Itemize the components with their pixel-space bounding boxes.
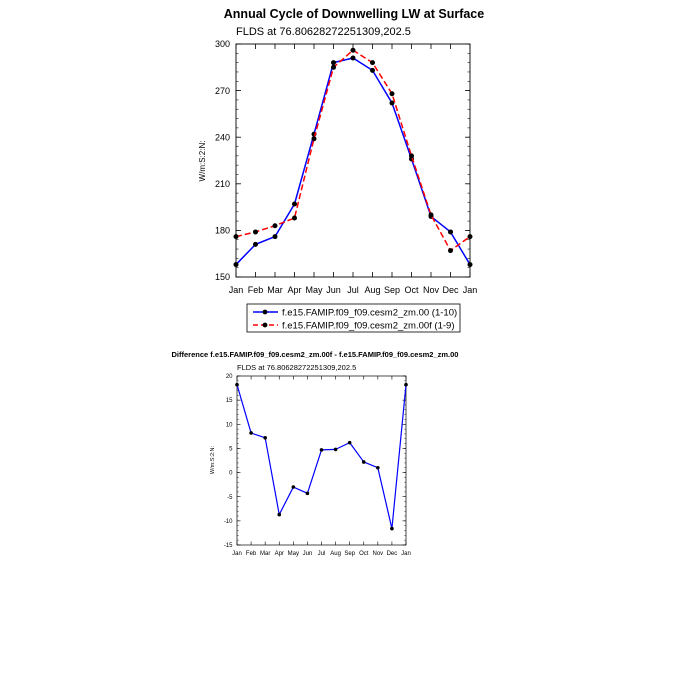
chart1-series-line-1 xyxy=(236,50,470,250)
chart2-series-0-point xyxy=(263,436,267,440)
chart2-xtick-label: Aug xyxy=(330,551,341,557)
chart2-xtick-label: Apr xyxy=(274,551,284,557)
chart2-series-0-point xyxy=(348,441,352,445)
chart1-ytick-label: 270 xyxy=(214,85,230,96)
chart1-series-1-point xyxy=(234,234,239,239)
chart2-series-0-point xyxy=(249,431,253,435)
chart2-xtick-label: Jan xyxy=(232,551,242,557)
chart1-xtick-label: Apr xyxy=(287,285,302,295)
chart1-xtick-label: Jun xyxy=(326,285,341,295)
chart1-xtick-label: Oct xyxy=(404,285,419,295)
chart2-series-0-point xyxy=(277,513,281,517)
chart1-plot-frame xyxy=(236,44,470,277)
chart2-title: Difference f.e15.FAMIP.f09_f09.cesm2_zm.00f - f.e15.FAMIP.f09_f09.cesm2_zm.00 xyxy=(171,350,459,359)
chart2-xtick-label: Mar xyxy=(259,551,271,557)
chart2-xtick-label: May xyxy=(287,551,300,557)
chart1-series-0-point xyxy=(351,55,356,60)
legend-label-red: f.e15.FAMIP.f09_f09.cesm2_zm.00f (1-9) xyxy=(282,320,455,332)
chart2-ylabel: W/m:S:2:N: xyxy=(210,445,216,475)
chart2-series-0-point xyxy=(334,448,338,452)
chart2-xtick-label: Sep xyxy=(344,551,356,557)
chart1-subtitle: FLDS at 76.80628272251309,202.5 xyxy=(236,26,411,38)
annual-cycle-chart xyxy=(198,7,484,295)
chart1-series-0-point xyxy=(273,234,278,239)
chart2-ytick-label: 10 xyxy=(225,422,233,429)
chart1-xtick-label: Mar xyxy=(267,285,283,295)
chart2-ytick-label: 5 xyxy=(229,446,233,453)
chart1-series-1-point xyxy=(312,136,317,141)
chart1-xtick-label: Dec xyxy=(442,285,459,295)
chart2-ytick-label: 0 xyxy=(229,470,233,477)
chart1-series-1-point xyxy=(292,215,297,220)
legend-label-blue: f.e15.FAMIP.f09_f09.cesm2_zm.00 (1-10) xyxy=(282,307,458,319)
chart1-xtick-label: Jul xyxy=(347,285,359,295)
chart1-series-0-point xyxy=(331,60,336,65)
chart1-xtick-label: Jan xyxy=(462,285,478,295)
chart1-series-1-point xyxy=(331,65,336,70)
chart1-series-line-0 xyxy=(236,58,470,265)
chart2-ytick-label: 20 xyxy=(225,374,233,381)
chart1-xtick-label: May xyxy=(305,285,323,295)
chart2-xtick-label: Nov xyxy=(372,551,384,557)
chart2-subtitle: FLDS at 76.80628272251309,202.5 xyxy=(237,363,357,372)
chart2-series-0-point xyxy=(390,527,394,531)
chart2-ytick-label: 15 xyxy=(225,398,233,405)
chart1-series-0-point xyxy=(253,242,258,247)
chart1-ytick-label: 150 xyxy=(214,272,230,283)
chart2-series-0-point xyxy=(292,485,296,489)
chart2-series-0-point xyxy=(306,492,310,496)
chart1-series-1-point xyxy=(273,223,278,228)
chart1-xtick-label: Nov xyxy=(422,285,440,295)
chart2-xtick-label: Oct xyxy=(359,551,369,557)
chart1-ytick-label: 240 xyxy=(214,132,230,143)
chart1-series-0-point xyxy=(468,262,473,267)
chart1-series-1-point xyxy=(370,60,375,65)
chart2-xtick-label: Feb xyxy=(245,551,257,557)
legend-marker-blue xyxy=(263,310,268,315)
chart2-series-line-0 xyxy=(237,385,406,529)
chart2-ytick-label: -15 xyxy=(223,543,233,550)
chart1-series-1-point xyxy=(409,153,414,158)
chart1-ytick-label: 180 xyxy=(214,225,230,236)
chart1-ytick-label: 300 xyxy=(214,39,230,50)
chart2-xtick-label: Dec xyxy=(386,551,398,557)
chart1-series-1-point xyxy=(253,229,258,234)
chart1-series-1-point xyxy=(429,212,434,217)
chart1-xtick-label: Aug xyxy=(364,285,381,295)
difference-chart xyxy=(172,350,459,557)
chart1-xtick-label: Sep xyxy=(383,285,401,295)
chart2-series-0-point xyxy=(320,448,324,452)
chart1-series-0-point xyxy=(292,201,297,206)
chart1-series-1-point xyxy=(390,91,395,96)
chart1-ytick-label: 210 xyxy=(214,178,230,189)
chart1-xtick-label: Feb xyxy=(247,285,264,295)
chart2-ytick-label: -10 xyxy=(223,518,233,525)
chart1-series-0-point xyxy=(234,262,239,267)
chart2-xtick-label: Jun xyxy=(302,551,313,557)
chart1-series-0-point xyxy=(370,68,375,73)
chart2-series-0-point xyxy=(235,383,239,387)
legend-marker-red xyxy=(263,323,268,328)
chart2-xtick-label: Jan xyxy=(401,551,411,557)
chart2-xtick-label: Jul xyxy=(317,551,326,557)
chart1-title: Annual Cycle of Downwelling LW at Surface xyxy=(223,7,485,21)
chart1-xtick-label: Jan xyxy=(228,285,244,295)
chart2-series-0-point xyxy=(376,466,380,470)
chart2-series-0-point xyxy=(404,383,408,387)
chart1-series-0-point xyxy=(448,229,453,234)
chart2-series-0-point xyxy=(362,460,366,464)
chart1-ylabel: W/m:S:2:N: xyxy=(198,140,207,182)
chart1-series-1-point xyxy=(448,248,453,253)
chart2-ytick-label: -5 xyxy=(227,494,233,501)
legend xyxy=(247,304,460,332)
chart2-plot-frame xyxy=(237,376,406,545)
chart1-series-1-point xyxy=(468,234,473,239)
chart1-series-1-point xyxy=(351,48,356,53)
